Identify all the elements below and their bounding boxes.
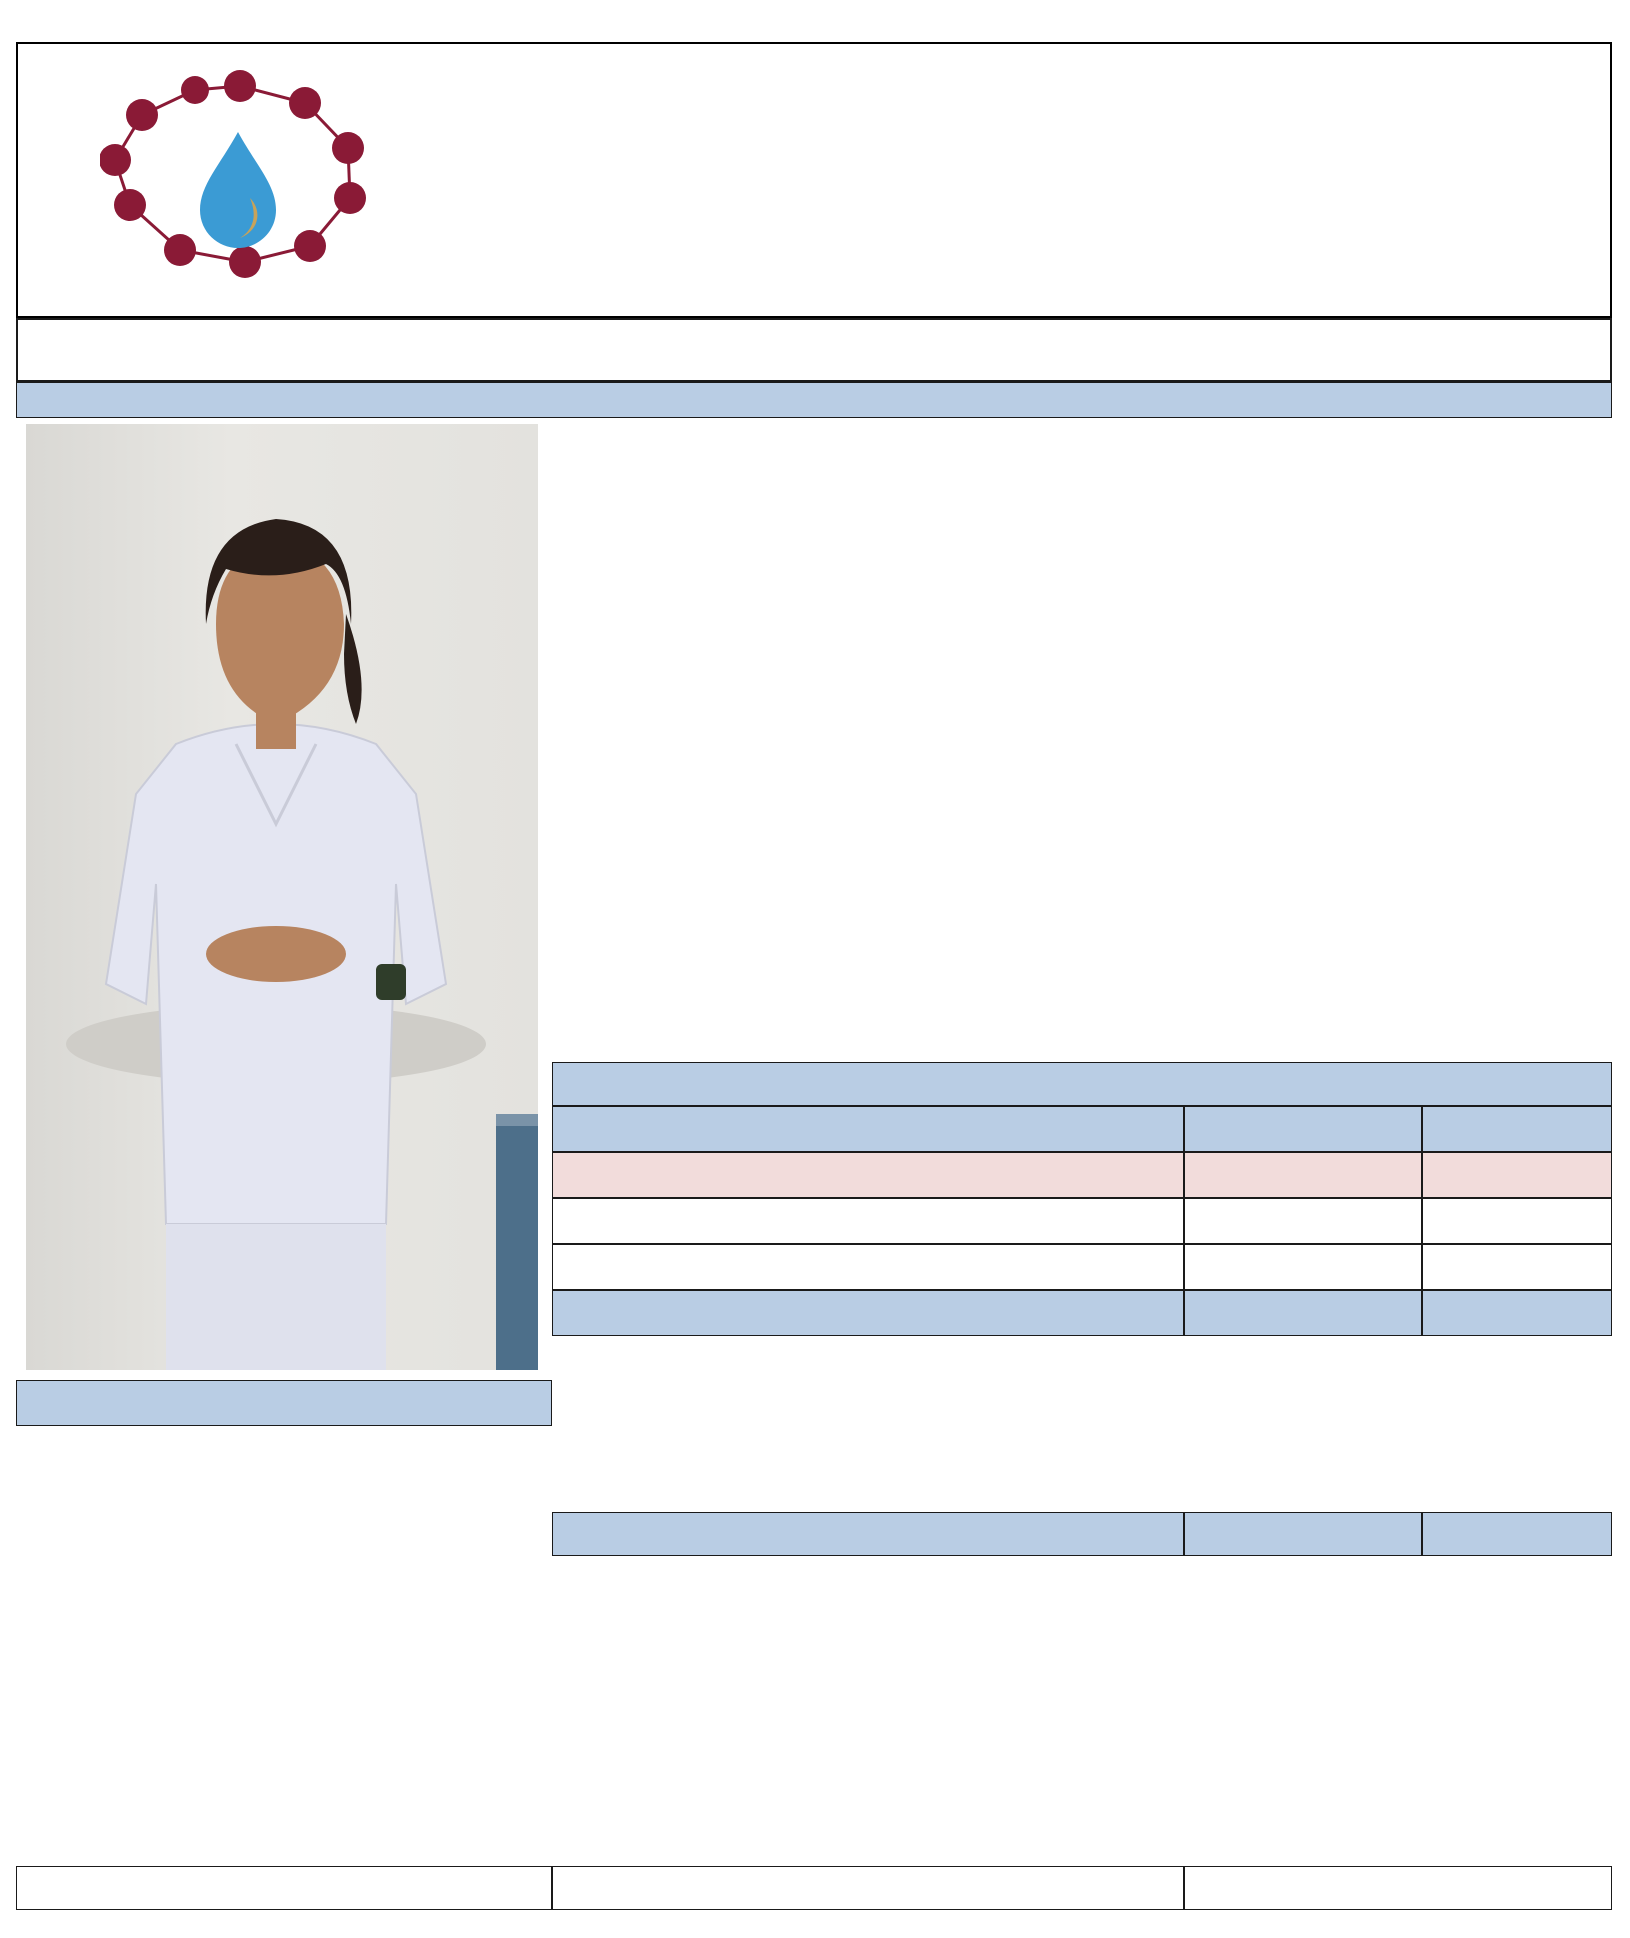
employment-col-period	[552, 1106, 1184, 1152]
company-logo	[100, 70, 380, 280]
employment-row-period	[552, 1152, 1184, 1198]
company-name-english	[420, 182, 1480, 262]
employment-empty-cell	[1422, 1198, 1612, 1244]
medical-yes-header	[1184, 1290, 1422, 1336]
highlights-title	[16, 382, 1612, 418]
employment-col-country	[1422, 1106, 1612, 1152]
employment-row-position	[1184, 1152, 1422, 1198]
employment-title	[552, 1062, 1612, 1106]
employment-row-country	[1422, 1152, 1612, 1198]
skills-yes-header	[1184, 1512, 1422, 1556]
worker-name-row	[16, 318, 1612, 382]
arabic-cook-label	[552, 1866, 1184, 1910]
applicant-photo	[26, 424, 538, 1370]
employment-col-position	[1184, 1106, 1422, 1152]
employment-empty-cell	[1184, 1244, 1422, 1290]
medical-no-header	[1422, 1290, 1612, 1336]
arabic-cook-value	[1184, 1866, 1612, 1910]
employment-empty-cell	[552, 1198, 1184, 1244]
medical-title	[552, 1290, 1184, 1336]
employment-empty-cell	[552, 1244, 1184, 1290]
skills-title	[552, 1512, 1184, 1556]
company-name-arabic	[420, 78, 1480, 178]
interview-title	[16, 1380, 552, 1426]
employment-empty-cell	[1184, 1198, 1422, 1244]
employment-empty-cell	[1422, 1244, 1612, 1290]
arabic-cook-left-empty	[16, 1866, 552, 1910]
skills-no-header	[1422, 1512, 1612, 1556]
